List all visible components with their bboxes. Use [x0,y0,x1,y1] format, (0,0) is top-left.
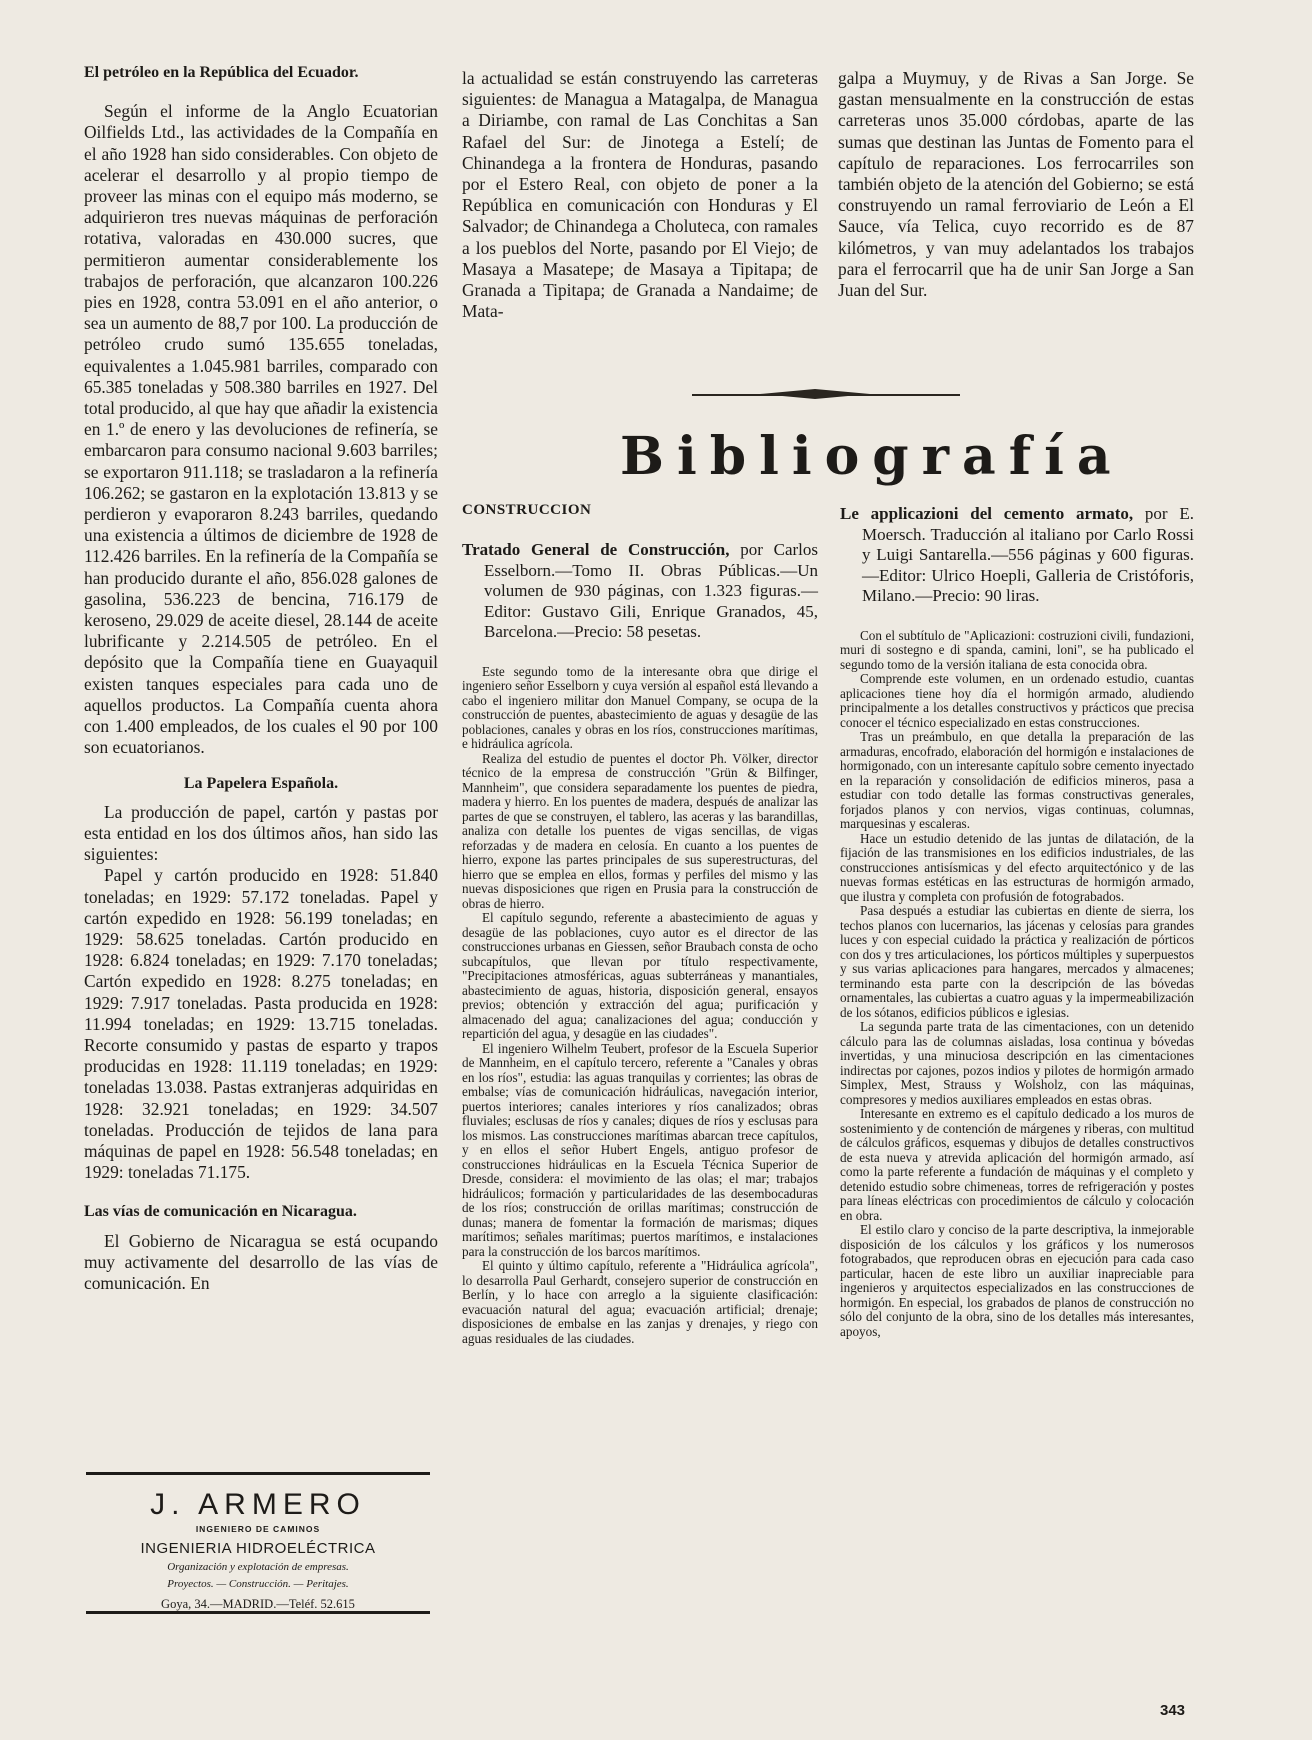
reference-moersch [840,504,1194,607]
ecuador-paragraph: Según el informe de la Anglo Ecuatorian Oilfields Ltd., las actividades de la Compañía en el año 1928 han sido considerables. Con objeto de acelerar el desarrollo y al propio tiempo de proveer las minas con el equipo más moderno, se adquirieron tres nuevas máquinas de perforación rotativa, valoradas en 430.000 sucres, que permitieron aumentar considerablemente los trabajos de perforación, que alcanzaron 100.226 pies en 1928, contra 53.091 en el año anterior, o sea un aumento de 88,7 por 100. La producción de petróleo crudo sumó 135.655 toneladas, equivalentes a 1.045.981 barriles, comparado con 65.385 toneladas y 508.380 barriles en 1927. Del total producido, al que hay que añadir la existencia en 1.º de enero y las devoluciones de refinería, se embarcaron para consumo nacional 9.603 barriles; se exportaron 911.118; se trasladaron a la refinería 106.262; se gastaron en la explotación 13.813 y se perdieron y evaporaron 8.243 barriles, quedando una existencia a últimos de diciembre de 1928 de 112.426 barriles. En la refinería de la Compañía se han producido durante el año, 856.028 galones de gasolina, 536.223 de bencina, 716.179 de keroseno, 29.029 de aceite diesel, 28.144 de aceite lubrificante y 2.214.505 de petróleo. En el depósito que la Compañía tiene en Guayaquil existen tanques especiales para cada uno de aquellos productos. La Compañía cuenta ahora con 1.400 empleados, de los cuales el 90 por 100 son ecuatorianos. [84,101,438,758]
review-paragraph: El quinto y último capítulo, referente a "Hidráulica agrícola", lo desarrolla Paul Gerhardt, consejero superior de construcción en Berlín, y lo hace con arreglo a la siguiente clasificación: evacuación natural del agua; evacuación artificial; drenaje; disposiciones de embalse en las zanjas y drenajes, y riego con aguas residuales de las ciudades. [462,1258,818,1346]
column-1 [84,62,438,1294]
review-paragraph: El ingeniero Wilhelm Teubert, profesor de la Escuela Superior de Mannheim, en el capítulo tercero, referente a "Canales y obras en los ríos", estudia: las aguas tranquilas y corrientes; las obras de embalse; vías de comunicación hidráulicas, navegación interior, puertos interiores; canales interiores y ríos canalizados; obras fluviales; esclusas de ríos y canales; diques de ríos y esclusas para los mismos. Las construcciones marítimas abarcan trece capítulos, y en ellos el señor Hubert Engels, antiguo profesor de construcciones hidráulicas en la Escuela Técnica Superior de Dresde, considera: el movimiento de las olas; el mar; trabajos hidráulicos; formación y particularidades de las desembocaduras de los ríos; construcción de orillas marítimas; construcción de dunas; manera de fomentar la formación de marismas; diques marítimos; señales marítimas; puertos marítimos, e instalaciones para la construcción de los barcos marítimos. [462,1040,818,1259]
review-paragraph: El estilo claro y conciso de la parte descriptiva, la inmejorable disposición de los cálculos y los gráficos y los numerosos fotograbados, que reproducen obras en ejecución para cada caso particular, hacen de este libro un auxiliar inapreciable para ingenieros y arquitectos especializados en las construcciones de hormigón. En especial, los grabados de planos de construcción no sólo del conjunto de la obra, sino de los detalles más interesantes, apoyos, [840,1222,1194,1339]
section-label-construccion: CONSTRUCCION [462,502,592,518]
heading-nicaragua: Las vías de comunicación en Nicaragua. [84,1203,357,1221]
review-paragraph: Hace un estudio detenido de las juntas de dilatación, de la fijación de las transmisiones en los edificios industriales, de las construcciones antisísmicas y del efecto arquitectónico y de las nuevas formas estéticas en las estructuras de hormigón armado, que ilustra y completa con profusión de fotograbados. [840,830,1194,904]
review-paragraph: La segunda parte trata de las cimentaciones, con un detenido cálculo para las de columnas aisladas, losa continua y bóvedas invertidas, y una minuciosa descripción en las cimentaciones indirectas por cajones, pozos indios y pilotes de hormigón armado Simplex, Mest, Strauss y Wolsholz, con las máquinas, compresores y medios auxiliares empleados en estas obras. [840,1019,1194,1107]
nicaragua-continued-2: galpa a Muymuy, y de Rivas a San Jorge. Se gastan mensualmente en la construcción de estas carreteras unos 35.000 córdobas, aparte de las sumas que destinan las Juntas de Fomento para el capítulo de reparaciones. Los ferrocarriles son también objeto de la atención del Gobierno; se está construyendo un ramal ferroviario de León a El Sauce, vía Telica, cuyo recorrido es de 87 kilómetros, y van muy adelantados los trabajos para el ferrocarril que ha de unir San Jorge a San Juan del Sur. [838,68,1194,301]
ad-specialty: INGENIERIA HIDROELÉCTRICA [140,1540,376,1557]
divider-ornament [760,389,870,399]
review-moersch [840,629,1194,1340]
column-2-top [462,68,818,322]
reference-esselborn-details: por Carlos Esselborn.—Tomo II. Obras Públicas.—Un volumen de 930 páginas, con 1.323 figuras.—Editor: Gustavo Gili, Enrique Granados, 45, Barcelona.—Precio: 58 pesetas. [484,540,819,642]
reference-moersch-details: por E. Moersch. Traducción al italiano por Carlo Rossi y Luigi Santarella.—556 páginas y 600 figuras.—Editor: Ulrico Hoepli, Galleria de Cristóforis, Milano.—Precio: 90 liras. [862,504,1194,606]
heading-papelera: La Papelera Española. [183,774,339,792]
ad-line-1: Organización y explotación de empresas. [167,1561,349,1573]
nicaragua-paragraph: El Gobierno de Nicaragua se está ocupando muy activamente del desarrollo de las vías de comunicación. En [84,1230,438,1293]
ad-line-2: Proyectos. — Construcción. — Peritajes. [167,1578,349,1590]
papelera-paragraph-2: Papel y cartón producido en 1928: 51.840 toneladas; en 1929: 57.172 toneladas. Papel y cartón expedido en 1928: 56.199 toneladas; en 1929: 58.625 toneladas. Cartón producido en 1928: 6.824 toneladas; en 1929: 7.170 toneladas; Cartón expedido en 1928: 8.275 toneladas; en 1929: 7.917 toneladas. Pasta producida en 1928: 11.994 toneladas; en 1929: 13.715 toneladas. Recorte consumido y pastas de esparto y trapos producidas en 1928: 11.119 toneladas; en 1929: toneladas 13.038. Pastas extranjeras adquiridas en 1928: 32.921 toneladas; en 1929: 34.507 toneladas. Producción de tejidos de lana para máquinas de papel en 1928: 56.548 toneladas; en 1929: toneladas 71.175. [84,865,438,1183]
heading-ecuador: El petróleo en la República del Ecuador. [84,64,359,81]
review-paragraph: Realiza del estudio de puentes el doctor Ph. Völker, director técnico de la empresa de construcción "Grün & Bilfinger, Mannheim", que considera separadamente los puentes de piedra, madera y hierro. En los puentes de madera, después de analizar las partes de que se construyen, el tablero, las aceras y las barandillas, analiza con detalle los puentes de vigas sencillas, de vigas reforzadas y de madera en celosía. En cuanto a los puentes de hierro, expone las partes principales de sus superestructuras, del hierro que se emplea en ellos, formas y perfiles del mismo y las nuevas disposiciones que rigen en Prusia para la construcción de obras de hierro. [462,750,818,911]
advertisement-armero [86,1472,430,1614]
reference-esselborn [462,540,818,643]
review-paragraph: Con el subtítulo de "Aplicazioni: costruzioni civili, fundazioni, muri di sostegno e di spanda, camini, loni", se ha publicado el segundo tomo de la versión italiana de esta conocida obra. [840,627,1194,672]
page-number: 343 [1160,1702,1186,1719]
review-esselborn [462,665,818,1347]
review-paragraph: El capítulo segundo, referente a abastecimiento de aguas y desagüe de las poblaciones, cuyo autor es el director de las construcciones urbanas en Giessen, señor Braubach consta de ocho subcapítulos, que llevan por título respectivamente, "Precipitaciones atmosféricas, aguas subterráneas y manantiales, abastecimiento de aguas, historia, disposición general, ensayos previos; obtención y extracción del agua; purificación y almacenado del agua; canalizaciones del agua; conducción y repartición del agua, y desagüe en las ciudades". [462,910,818,1042]
review-paragraph: Interesante en extremo es el capítulo dedicado a los muros de sostenimiento y de contención de márgenes y riberas, con multitud de cálculos gráficos, esquemas y dibujos de detalles constructivos de esta nueva y atrevida aplicación del hormigón armado, así como la parte referente a fundación de máquinas y el completo y detenido estudio sobre chimeneas, torres de refrigeración y postes para líneas eléctricas con procedimientos de cálculo y colocación en obra. [840,1106,1194,1223]
review-paragraph: Comprende este volumen, en un ordenado estudio, cuantas aplicaciones tiene hoy día el hormigón armado, aludiendo principalmente a los detalles constructivos y prácticos que precisa conocer el técnico especializado en estas construcciones. [840,671,1194,730]
bibliografia-title: Bibliografía [620,426,1124,487]
bibliografia-left-column [462,540,818,1346]
bibliografia-right-column [840,504,1194,1339]
nicaragua-continued: la actualidad se están construyendo las carreteras siguientes: de Managua a Matagalpa, de Managua a Diriambe, con ramal de Las Conchitas a San Rafael del Sur: de Jinotega a Estelí; de Chinandega a la frontera de Honduras, pasando por el Estero Real, con objeto de poner a la República en comunicación con Honduras y El Salvador; de Chinandega a Choluteca, con ramales a los pueblos del Norte, pasando por El Viejo; de Masaya a Masatepe; de Masaya a Tipitapa; de Granada a Tipitapa; de Granada a Nandaime; de Mata- [462,68,818,322]
papelera-paragraph-1: La producción de papel, cartón y pastas por esta entidad en los dos últimos años, han sido las siguientes: [84,801,438,865]
ad-name: J. ARMERO [150,1488,366,1521]
review-paragraph: Pasa después a estudiar las cubiertas en diente de sierra, los techos planos con lucernarios, las jácenas y celosías para grandes luces y con especial cuidado la práctica y realización de pórticos con dos y tres articulaciones, los pórticos múltiples y superpuestos y sus varias aplicaciones para hangares, mercados y almacenes; terminando esta parte con la descripción de las bóvedas ornamentales, las cubiertas a cuatro aguas y la impermeabilización de los sótanos, edificios públicos e iglesias. [840,903,1194,1020]
review-paragraph: Este segundo tomo de la interesante obra que dirige el ingeniero señor Esselborn y cuya versión al español está llevando a cabo el ingeniero militar don Manuel Company, se ocupa de la construcción de puentes, abastecimiento de aguas y desagüe de las poblaciones, canales y obras en los ríos, construcciones marítimas, e hidráulica agrícola. [462,663,818,752]
reference-esselborn-title: Tratado General de Construcción, [462,540,730,559]
reference-moersch-title: Le applicazioni del cemento armato, [840,504,1134,523]
review-paragraph: Tras un preámbulo, en que detalla la preparación de las armaduras, encofrado, elaboración del hormigón e instalaciones de hormigonado, con un interesante capítulo sobre cemento inyectado en la reparación y consolidación de edificios mineros, pasa a estudiar con todo detalle las formas constructivas generales, forjados planos y con nervios, vigas continuas, columnas, marquesinas y escaleras. [840,729,1194,832]
column-3-top [838,68,1194,301]
ad-title: INGENIERO DE CAMINOS [195,1524,321,1534]
ad-address: Goya, 34.—MADRID.—Teléf. 52.615 [161,1597,355,1611]
